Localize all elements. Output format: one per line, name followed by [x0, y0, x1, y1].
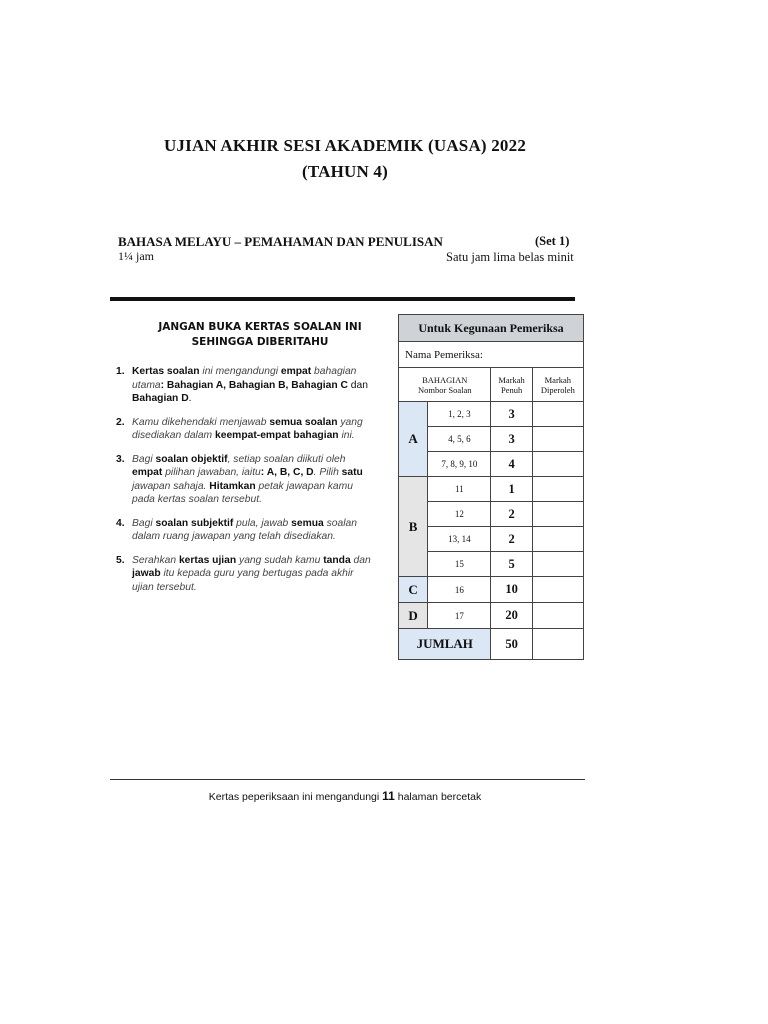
duration-short: 1¼ jam	[118, 249, 154, 263]
instruction-fragment: : A, B, C, D	[260, 467, 314, 478]
instruction-fragment: pula, jawab	[233, 517, 292, 529]
instruction-fragment: bahagian utama	[132, 366, 357, 391]
full-marks: 5	[491, 552, 532, 577]
col-header-section	[399, 368, 491, 402]
instruction-fragment: pilihan jawaban, iaitu	[162, 467, 261, 478]
instruction-fragment: .	[188, 393, 192, 404]
instruction-fragment: keempat-empat bahagian	[215, 430, 339, 441]
question-numbers: 13, 14	[428, 527, 491, 552]
total-marks-obtained-cell[interactable]	[532, 629, 583, 660]
question-numbers: 16	[428, 577, 491, 603]
col-penuh-1: Markah	[498, 374, 525, 385]
instruction-fragment: ini.	[338, 430, 355, 441]
instruction-fragment: empat	[280, 366, 312, 377]
instruction-item	[116, 517, 378, 544]
total-full-marks: 50	[491, 629, 532, 660]
instruction-fragment: semua soalan	[269, 416, 338, 428]
instruction-fragment: empat	[132, 467, 163, 478]
set-label: (Set 1)	[535, 234, 570, 248]
marks-obtained-cell[interactable]	[532, 527, 583, 552]
examiner-table	[398, 314, 584, 660]
header-divider	[110, 297, 575, 301]
instruction-fragment: dan	[350, 554, 371, 566]
instruction-text	[132, 365, 378, 406]
full-marks: 3	[491, 427, 532, 452]
instruction-fragment: dan	[347, 379, 368, 391]
question-numbers: 17	[428, 603, 491, 629]
instruction-text	[132, 517, 378, 544]
examiner-name-field: Nama Pemeriksa:	[399, 342, 584, 368]
subject-title: BAHASA MELAYU – PEMAHAMAN DAN PENULISAN	[118, 234, 443, 249]
instruction-fragment: : Bahagian A, Bahagian B, Bahagian C	[160, 379, 348, 391]
footer-text: Kertas peperiksaan ini mengandungi	[208, 791, 383, 803]
exam-year-level: (TAHUN 4)	[301, 162, 388, 181]
exam-title: UJIAN AKHIR SESI AKADEMIK (UASA) 2022	[163, 136, 527, 155]
instruction-fragment: itu kepada guru yang bertugas pada akhir ujian tersebut.	[132, 568, 354, 593]
instruction-text	[132, 453, 378, 507]
full-marks: 1	[491, 477, 532, 502]
question-numbers: 11	[428, 477, 491, 502]
col-header-full-marks	[491, 368, 532, 402]
full-marks: 20	[491, 603, 532, 629]
instruction-number: 4.	[116, 517, 125, 529]
page-count-note	[0, 789, 690, 803]
section-c-label: C	[399, 577, 428, 603]
instruction-fragment: petak jawapan kamu pada kertas soalan tersebut.	[132, 480, 353, 505]
instruction-fragment: Bagi	[132, 453, 156, 465]
instruction-fragment: tanda	[323, 554, 351, 566]
warning-notice	[125, 320, 395, 350]
full-marks: 2	[491, 502, 532, 527]
instruction-fragment: Bahagian D	[132, 393, 189, 404]
instruction-fragment: Bagi	[132, 517, 156, 529]
instruction-fragment: kertas ujian	[178, 554, 237, 566]
page-count: 11	[382, 789, 395, 803]
col-penuh-2: Penuh	[500, 384, 523, 395]
footer-text: halaman bercetak	[394, 791, 482, 803]
warning-line: SEHINGGA DIBERITAHU	[191, 336, 329, 348]
instruction-fragment: soalan subjektif	[155, 517, 234, 529]
instruction-fragment: , setiap soalan diikuti oleh	[227, 453, 346, 465]
instruction-fragment: Kamu dikehendaki menjawab	[132, 416, 270, 428]
marks-obtained-cell[interactable]	[532, 577, 583, 603]
full-marks: 10	[491, 577, 532, 603]
section-a-label: A	[399, 402, 428, 477]
full-marks: 4	[491, 452, 532, 477]
marks-obtained-cell[interactable]	[532, 427, 583, 452]
instruction-fragment: . Pilih	[313, 467, 342, 478]
section-d-label: D	[399, 603, 428, 629]
duration-long: Satu jam lima belas minit	[446, 250, 574, 264]
instruction-item	[116, 365, 378, 406]
col-header-marks-obtained	[532, 368, 583, 402]
col-diperoleh-2: Diperoleh	[540, 384, 575, 395]
instruction-item	[116, 416, 378, 443]
instruction-number: 5.	[116, 554, 125, 566]
total-label: JUMLAH	[399, 629, 491, 660]
marks-obtained-cell[interactable]	[532, 477, 583, 502]
question-numbers: 7, 8, 9, 10	[428, 452, 491, 477]
section-b-label: B	[399, 477, 428, 577]
instruction-number: 2.	[116, 416, 125, 428]
instruction-item	[116, 554, 378, 595]
marks-obtained-cell[interactable]	[532, 603, 583, 629]
instruction-item	[116, 453, 378, 507]
instruction-fragment: Hitamkan	[209, 480, 256, 492]
marks-obtained-cell[interactable]	[532, 402, 583, 427]
warning-line: JANGAN BUKA KERTAS SOALAN INI	[158, 321, 362, 333]
instructions-list	[116, 365, 378, 604]
marks-obtained-cell[interactable]	[532, 452, 583, 477]
full-marks: 3	[491, 402, 532, 427]
instruction-fragment: jawab	[132, 568, 161, 579]
marks-obtained-cell[interactable]	[532, 502, 583, 527]
instruction-fragment: Kertas soalan	[132, 366, 200, 377]
instruction-text	[132, 554, 378, 595]
instruction-number: 3.	[116, 453, 125, 465]
question-numbers: 1, 2, 3	[428, 402, 491, 427]
question-numbers: 15	[428, 552, 491, 577]
instruction-fragment: soalan dalam ruang jawapan yang telah disediakan.	[132, 517, 357, 542]
instruction-fragment: jawapan sahaja.	[132, 480, 210, 492]
full-marks: 2	[491, 527, 532, 552]
marks-obtained-cell[interactable]	[532, 552, 583, 577]
instruction-fragment: Serahkan	[132, 554, 179, 566]
instruction-fragment: ini mengandungi	[199, 366, 281, 377]
col-nombor: Nombor Soalan	[417, 384, 472, 395]
instruction-fragment: semua	[291, 517, 324, 529]
instruction-text	[132, 416, 378, 443]
question-numbers: 12	[428, 502, 491, 527]
instruction-fragment: satu	[341, 467, 363, 478]
instruction-fragment: soalan objektif	[155, 453, 228, 465]
question-numbers: 4, 5, 6	[428, 427, 491, 452]
instruction-fragment: yang disediakan dalam	[132, 416, 363, 441]
examiner-table-heading: Untuk Kegunaan Pemeriksa	[399, 315, 584, 342]
col-diperoleh-1: Markah	[544, 374, 572, 385]
footer-divider	[110, 779, 585, 780]
instruction-number: 1.	[116, 366, 125, 377]
instruction-fragment: yang sudah kamu	[236, 554, 324, 566]
col-bahagian: BAHAGIAN	[422, 374, 468, 385]
